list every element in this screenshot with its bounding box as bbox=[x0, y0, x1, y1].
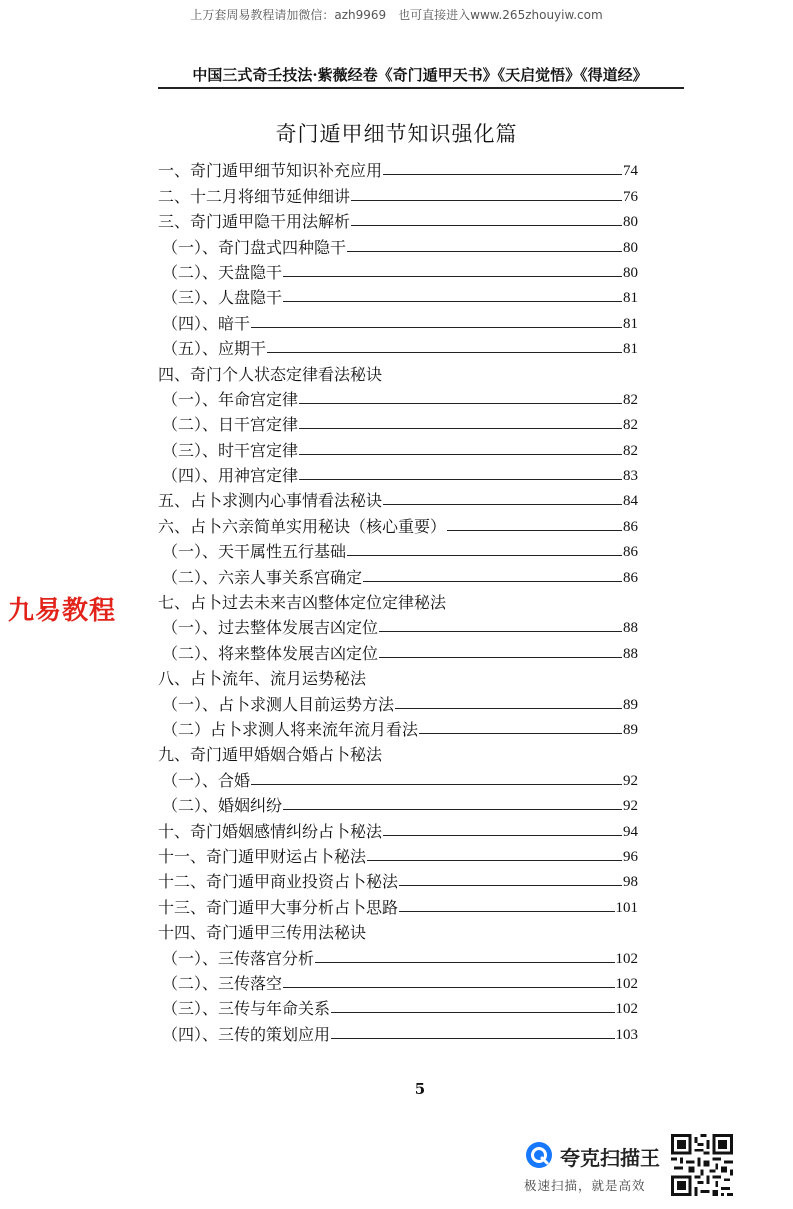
toc-leader-line bbox=[395, 708, 622, 709]
toc-entry-label: （一）、过去整体发展吉凶定位 bbox=[162, 618, 379, 638]
toc-entry bbox=[158, 816, 638, 841]
toc-leader-line bbox=[299, 403, 622, 404]
toc-entry bbox=[158, 969, 638, 994]
toc-entry bbox=[158, 740, 638, 765]
toc-entry-page: 84 bbox=[623, 493, 638, 510]
toc-entry bbox=[158, 511, 638, 536]
toc-entry bbox=[158, 207, 638, 232]
toc-entry-label: （二）占卜求测人将来流年流月看法 bbox=[162, 719, 419, 739]
toc-leader-line bbox=[399, 911, 614, 912]
toc-entry-page: 96 bbox=[623, 848, 638, 865]
toc-entry-label: 二、十二月将细节延伸细讲 bbox=[158, 186, 351, 206]
toc-leader-line bbox=[367, 860, 622, 861]
toc-leader-line bbox=[251, 784, 622, 785]
toc-entry-page: 80 bbox=[623, 264, 638, 281]
toc-entry-page: 86 bbox=[623, 544, 638, 561]
toc-entry-label: 三、奇门遁甲隐干用法解析 bbox=[158, 212, 351, 232]
toc-entry bbox=[158, 588, 638, 613]
toc-entry bbox=[158, 486, 638, 511]
toc-leader-line bbox=[383, 504, 622, 505]
toc-entry-label: 四、奇门个人状态定律看法秘诀 bbox=[158, 364, 383, 384]
toc-entry-page: 81 bbox=[623, 315, 638, 332]
toc-entry bbox=[158, 308, 638, 333]
toc-entry-page: 94 bbox=[623, 823, 638, 840]
toc-entry-label: （一）、年命宫定律 bbox=[162, 389, 299, 409]
toc-entry-page: 81 bbox=[623, 341, 638, 358]
toc-leader-line bbox=[347, 251, 622, 252]
toc-entry bbox=[158, 156, 638, 181]
toc-entry-label: （三）、三传与年命关系 bbox=[162, 999, 331, 1019]
page-title: 奇门遁甲细节知识强化篇 bbox=[275, 122, 518, 146]
toc-entry-page: 80 bbox=[623, 214, 638, 231]
toc-leader-line bbox=[299, 428, 622, 429]
toc-entry bbox=[158, 842, 638, 867]
toc-leader-line bbox=[383, 174, 622, 175]
toc-entry bbox=[158, 892, 638, 917]
toc-leader-line bbox=[251, 327, 622, 328]
toc-entry bbox=[158, 283, 638, 308]
toc-entry-page: 76 bbox=[623, 188, 638, 205]
toc-entry-page: 80 bbox=[623, 239, 638, 256]
toc-entry-page: 89 bbox=[623, 696, 638, 713]
qr-code-icon bbox=[671, 1134, 733, 1196]
toc-entry bbox=[158, 664, 638, 689]
toc-entry-label: （一）、合婚 bbox=[162, 770, 251, 790]
toc-entry-label: （四）、暗干 bbox=[162, 313, 251, 333]
toc-entry-label: （三）、人盘隐干 bbox=[162, 288, 283, 308]
toc-entry-label: （三）、时干宫定律 bbox=[162, 440, 299, 460]
toc-entry-label: （二）、三传落空 bbox=[162, 973, 283, 993]
toc-entry-label: （一）、天干属性五行基础 bbox=[162, 542, 347, 562]
toc-entry-label: （一）、奇门盘式四种隐干 bbox=[162, 237, 347, 257]
toc-leader-line bbox=[283, 809, 622, 810]
toc-entry-page: 88 bbox=[623, 645, 638, 662]
toc-entry-page: 82 bbox=[623, 391, 638, 408]
toc-leader-line bbox=[347, 555, 622, 556]
toc-leader-line bbox=[267, 352, 622, 353]
toc-leader-line bbox=[315, 962, 614, 963]
toc-entry-label: 十二、奇门遁甲商业投资占卜秘法 bbox=[158, 872, 399, 892]
toc-entry-label: 一、奇门遁甲细节知识补充应用 bbox=[158, 161, 383, 181]
toc-entry-label: （二）、日干宫定律 bbox=[162, 415, 299, 435]
toc-entry-label: 十四、奇门遁甲三传用法秘诀 bbox=[158, 923, 367, 943]
toc-leader-line bbox=[419, 733, 622, 734]
toc-entry-page: 103 bbox=[615, 1026, 638, 1043]
toc-entry-label: （一）、占卜求测人目前运势方法 bbox=[162, 694, 395, 714]
toc-leader-line bbox=[283, 301, 622, 302]
toc-entry-label: （五）、应期干 bbox=[162, 339, 267, 359]
toc-entry-page: 101 bbox=[615, 899, 638, 916]
toc-leader-line bbox=[299, 454, 622, 455]
toc-entry-label: 八、占卜流年、流月运势秘法 bbox=[158, 669, 367, 689]
toc-entry bbox=[158, 410, 638, 435]
toc-leader-line bbox=[331, 1038, 614, 1039]
toc-entry-page: 102 bbox=[615, 1001, 638, 1018]
toc-entry-page: 102 bbox=[615, 950, 638, 967]
toc-entry-label: （二）、将来整体发展吉凶定位 bbox=[162, 643, 379, 663]
toc-leader-line bbox=[283, 276, 622, 277]
toc-leader-line bbox=[299, 479, 622, 480]
scanner-name: 夸克扫描王 bbox=[560, 1146, 660, 1170]
toc-entry-label: （四）、用神宫定律 bbox=[162, 466, 299, 486]
watermark: 九易教程 bbox=[8, 596, 117, 626]
toc-leader-line bbox=[447, 530, 622, 531]
toc-entry bbox=[158, 765, 638, 790]
toc-entry-label: 九、奇门遁甲婚姻合婚占卜秘法 bbox=[158, 745, 383, 765]
toc-entry-page: 86 bbox=[623, 569, 638, 586]
toc-leader-line bbox=[351, 225, 622, 226]
toc-entry bbox=[158, 994, 638, 1019]
table-of-contents bbox=[158, 156, 638, 1045]
toc-entry bbox=[158, 435, 638, 460]
toc-entry-page: 88 bbox=[623, 620, 638, 637]
toc-entry bbox=[158, 461, 638, 486]
toc-leader-line bbox=[383, 835, 622, 836]
running-head: 中国三式奇壬技法·紫薇经卷《奇门遁甲天书》《天启觉悟》《得道经》 bbox=[192, 66, 648, 84]
toc-entry-page: 82 bbox=[623, 417, 638, 434]
toc-entry bbox=[158, 334, 638, 359]
toc-entry-page: 82 bbox=[623, 442, 638, 459]
toc-entry bbox=[158, 791, 638, 816]
scanner-brand bbox=[524, 1138, 674, 1198]
toc-leader-line bbox=[331, 1012, 614, 1013]
toc-entry bbox=[158, 689, 638, 714]
toc-entry bbox=[158, 537, 638, 562]
toc-leader-line bbox=[399, 885, 622, 886]
toc-leader-line bbox=[379, 631, 622, 632]
toc-entry-page: 86 bbox=[623, 518, 638, 535]
toc-entry-page: 74 bbox=[623, 163, 638, 180]
toc-entry-label: 十三、奇门遁甲大事分析占卜思路 bbox=[158, 897, 399, 917]
toc-entry-label: 十一、奇门遁甲财运占卜秘法 bbox=[158, 846, 367, 866]
toc-entry-page: 83 bbox=[623, 468, 638, 485]
toc-entry bbox=[158, 258, 638, 283]
toc-entry-label: （二）、天盘隐干 bbox=[162, 262, 283, 282]
toc-entry bbox=[158, 715, 638, 740]
toc-entry bbox=[158, 1019, 638, 1044]
toc-leader-line bbox=[379, 657, 622, 658]
toc-leader-line bbox=[363, 581, 622, 582]
quark-logo-icon bbox=[524, 1140, 554, 1170]
toc-entry bbox=[158, 638, 638, 663]
top-note: 上万套周易教程请加微信：azh9969 也可直接进入www.265zhouyiw.com bbox=[190, 8, 603, 22]
toc-entry bbox=[158, 867, 638, 892]
toc-leader-line bbox=[351, 200, 622, 201]
toc-entry-page: 81 bbox=[623, 290, 638, 307]
toc-entry-page: 98 bbox=[623, 874, 638, 891]
toc-entry-label: （二）、婚姻纠纷 bbox=[162, 796, 283, 816]
toc-entry bbox=[158, 232, 638, 257]
toc-entry-page: 102 bbox=[615, 975, 638, 992]
toc-entry-label: （一）、三传落宫分析 bbox=[162, 948, 315, 968]
toc-entry-label: 六、占卜六亲简单实用秘诀（核心重要） bbox=[158, 516, 447, 536]
toc-entry bbox=[158, 385, 638, 410]
page-number: 5 bbox=[414, 1080, 426, 1098]
toc-entry bbox=[158, 562, 638, 587]
toc-entry-page: 92 bbox=[623, 772, 638, 789]
toc-entry-label: 十、奇门婚姻感情纠纷占卜秘法 bbox=[158, 821, 383, 841]
toc-entry-page: 92 bbox=[623, 798, 638, 815]
toc-entry bbox=[158, 359, 638, 384]
toc-entry bbox=[158, 918, 638, 943]
toc-entry-label: （二）、六亲人事关系宫确定 bbox=[162, 567, 363, 587]
header-rule bbox=[158, 87, 684, 89]
toc-entry bbox=[158, 181, 638, 206]
toc-entry-label: （四）、三传的策划应用 bbox=[162, 1024, 331, 1044]
toc-entry-label: 七、占卜过去未来吉凶整体定位定律秘法 bbox=[158, 593, 447, 613]
toc-entry bbox=[158, 613, 638, 638]
toc-entry bbox=[158, 943, 638, 968]
toc-entry-label: 五、占卜求测内心事情看法秘诀 bbox=[158, 491, 383, 511]
toc-leader-line bbox=[283, 987, 614, 988]
toc-entry-page: 89 bbox=[623, 721, 638, 738]
scanner-slogan: 极速扫描，就是高效 bbox=[524, 1178, 646, 1193]
